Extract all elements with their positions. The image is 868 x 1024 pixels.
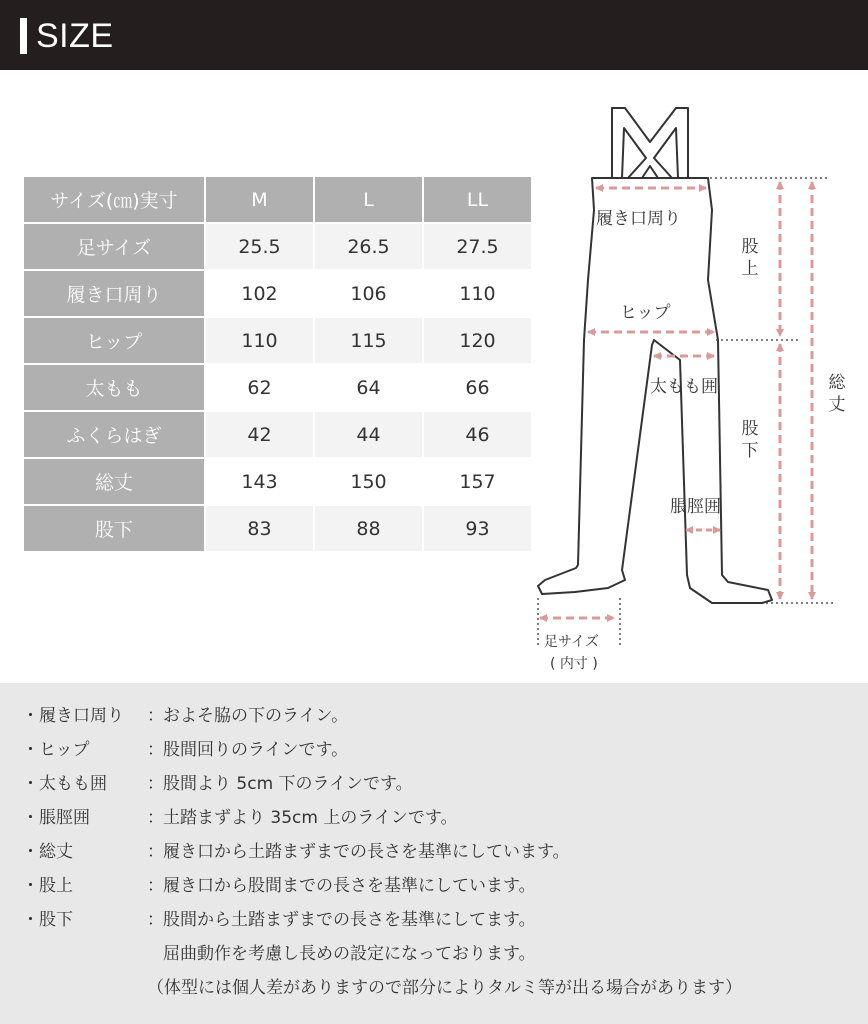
note-label: ・股下: [22, 910, 73, 930]
note-text: 履き口から土踏まずまでの長さを基準にしています。: [163, 842, 570, 862]
table-header-row: [24, 177, 531, 222]
table-row: [24, 271, 531, 316]
table-cell: 46: [424, 412, 531, 457]
note-label: ・履き口周り: [22, 706, 124, 726]
row-header: ふくらはぎ: [24, 412, 204, 457]
row-header: ヒップ: [24, 318, 204, 363]
foot-size-label: 足サイズ: [544, 634, 599, 650]
wader-diagram: [530, 100, 868, 680]
note-label: ・総丈: [22, 842, 73, 862]
table-cell: 110: [206, 318, 313, 363]
note-label: ・股上: [22, 876, 73, 896]
row-header: 太もも: [24, 365, 204, 410]
column-header-l: L: [315, 177, 422, 222]
note-item: ・股下 ：股間から土踏まずまでの長さを基準にしてます。: [22, 905, 536, 930]
table-cell: 143: [206, 459, 313, 504]
note-text: およそ脇の下のライン。: [163, 706, 349, 726]
table-cell: 120: [424, 318, 531, 363]
row-header: 股下: [24, 506, 204, 551]
note-item: ・ヒップ ：股間回りのラインです。: [22, 735, 348, 760]
table-row: [24, 365, 531, 410]
note-disclaimer: （体型には個人差がありますので部分によりタルミ等が出る場合があります）: [147, 978, 742, 998]
note-text: 股間から土踏まずまでの長さを基準にしてます。: [163, 910, 536, 930]
table-cell: 42: [206, 412, 313, 457]
header-accent-bar: [20, 18, 27, 54]
table-cell: 66: [424, 365, 531, 410]
table-row: [24, 459, 531, 504]
column-header-m: M: [206, 177, 313, 222]
table-cell: 110: [424, 271, 531, 316]
table-row: [24, 224, 531, 269]
row-header: 総丈: [24, 459, 204, 504]
row-header: 履き口周り: [24, 271, 204, 316]
table-cell: 27.5: [424, 224, 531, 269]
note-item: ・脹脛囲 ：土踏まずより 35cm 上のラインです。: [22, 803, 457, 828]
table-cell: 106: [315, 271, 422, 316]
table-row: [24, 506, 531, 551]
note-item: ・股上 ：履き口から股間までの長さを基準にしています。: [22, 871, 536, 896]
table-corner-cell: サイズ(㎝)実寸: [24, 177, 204, 222]
table-cell: 93: [424, 506, 531, 551]
table-cell: 115: [315, 318, 422, 363]
table-row: [24, 412, 531, 457]
page-title: SIZE: [36, 17, 114, 55]
table-cell: 83: [206, 506, 313, 551]
note-item: ・履き口周り ：およそ脇の下のライン。: [22, 701, 348, 726]
notes-panel: [0, 683, 868, 1024]
table-cell: 26.5: [315, 224, 422, 269]
note-text: 股間より 5cm 下のラインです。: [163, 774, 413, 794]
hip-label: ヒップ: [620, 303, 671, 323]
foot-size-sublabel: ( 内寸 ): [550, 656, 598, 672]
note-text: 履き口から股間までの長さを基準にしています。: [163, 876, 536, 896]
size-table: [22, 175, 533, 553]
note-text: 土踏まずより 35cm 上のラインです。: [163, 808, 458, 828]
page-header: [0, 0, 868, 70]
note-text: 股間回りのラインです。: [163, 740, 349, 760]
table-cell: 64: [315, 365, 422, 410]
note-continuation: 屈曲動作を考慮し長めの設定になっております。: [163, 944, 536, 964]
table-cell: 150: [315, 459, 422, 504]
table-cell: 44: [315, 412, 422, 457]
note-label: ・ヒップ: [22, 740, 90, 760]
note-label: ・脹脛囲: [22, 808, 90, 828]
row-header: 足サイズ: [24, 224, 204, 269]
rise-label: 股 上: [741, 237, 759, 279]
table-cell: 62: [206, 365, 313, 410]
table-cell: 102: [206, 271, 313, 316]
table-cell: 88: [315, 506, 422, 551]
table-row: [24, 318, 531, 363]
note-item: ・太もも囲 ：股間より 5cm 下のラインです。: [22, 769, 413, 794]
calf-label: 脹脛囲: [670, 497, 721, 517]
table-cell: 157: [424, 459, 531, 504]
total-length-label: 総 丈: [828, 373, 846, 415]
waist-label: 履き口周り: [596, 209, 681, 229]
thigh-label: 太もも囲: [650, 377, 718, 397]
column-header-ll: LL: [424, 177, 531, 222]
table-cell: 25.5: [206, 224, 313, 269]
note-item: ・総丈 ：履き口から土踏まずまでの長さを基準にしています。: [22, 837, 570, 862]
inseam-label: 股 下: [741, 419, 759, 461]
note-label: ・太もも囲: [22, 774, 107, 794]
